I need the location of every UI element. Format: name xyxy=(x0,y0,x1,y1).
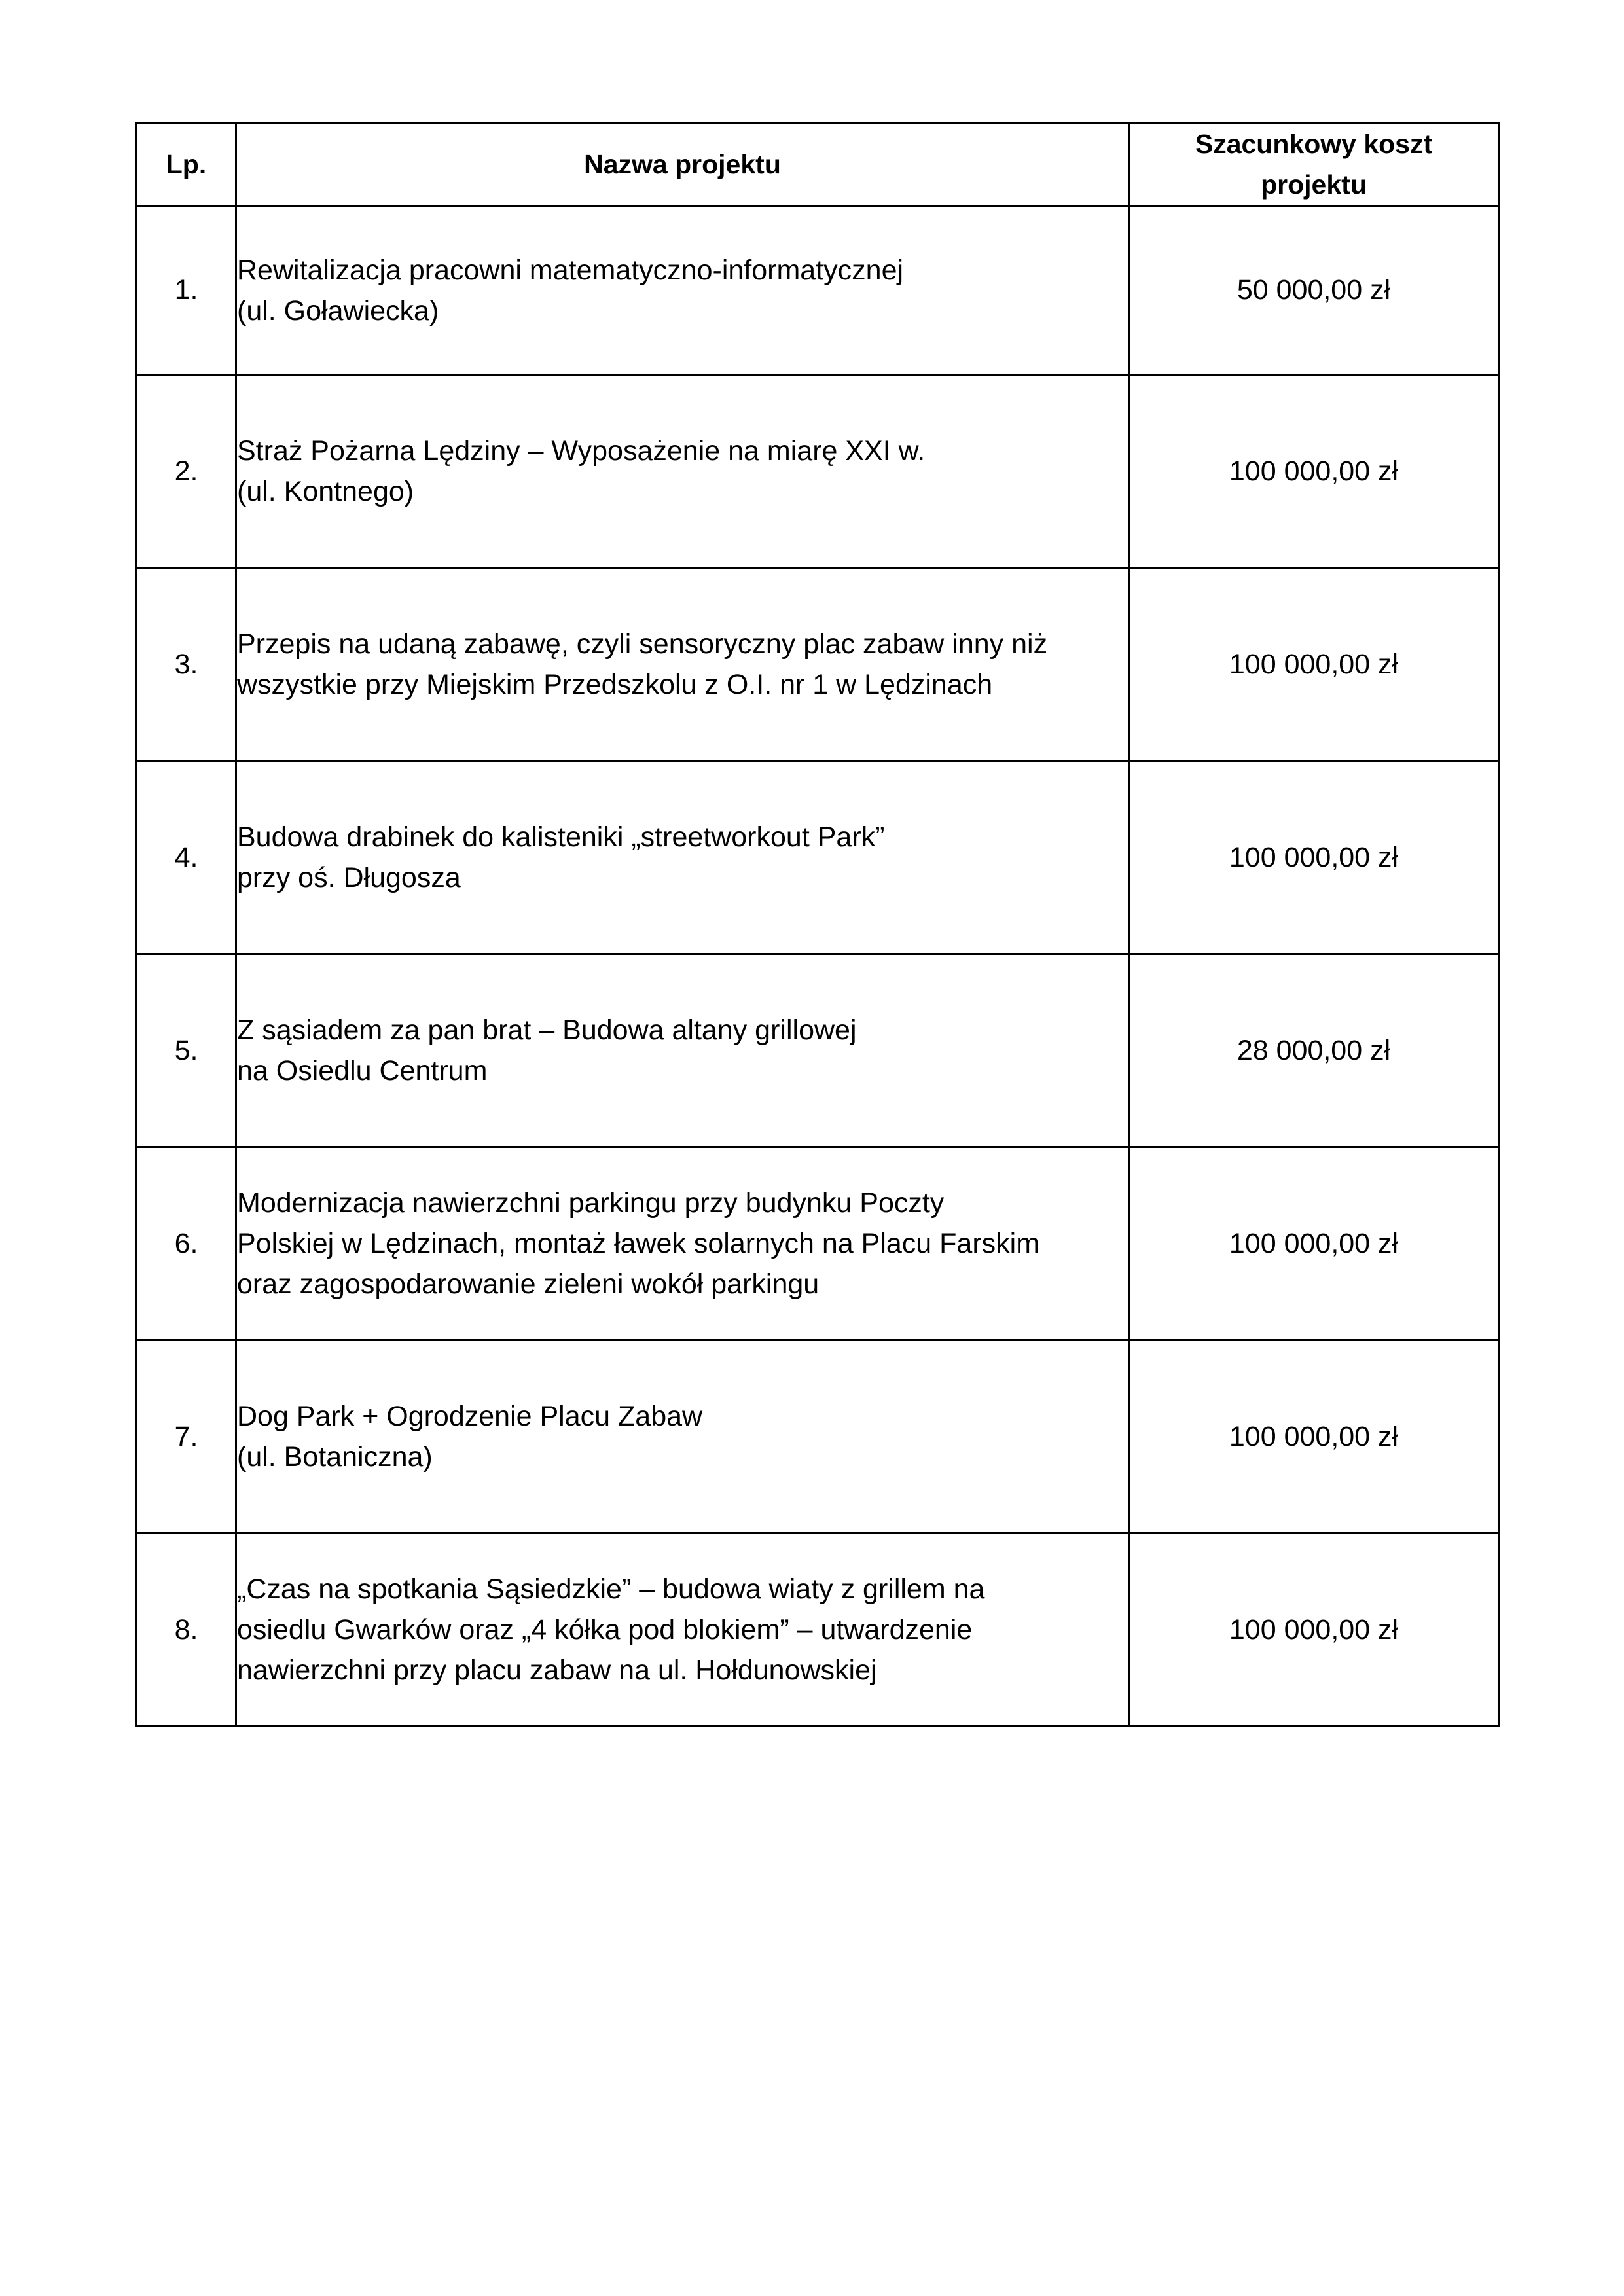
row-cost: 100 000,00 zł xyxy=(1129,1340,1499,1534)
project-name-line: Budowa drabinek do kalisteniki „streetworkout Park” xyxy=(237,821,885,853)
table-row xyxy=(137,568,1499,761)
header-cost xyxy=(1129,123,1499,206)
row-lp: 1. xyxy=(137,206,236,375)
project-name-line: osiedlu Gwarków oraz „4 kółka pod blokiem” – utwardzenie xyxy=(237,1614,973,1645)
header-name: Nazwa projektu xyxy=(236,123,1129,206)
project-name-line: Dog Park + Ogrodzenie Placu Zabaw xyxy=(237,1401,703,1432)
row-project-name xyxy=(236,1147,1129,1340)
header-cost-line: projektu xyxy=(1261,170,1367,200)
project-name-line: nawierzchni przy placu zabaw na ul. Hołdunowskiej xyxy=(237,1655,877,1686)
table-row xyxy=(137,375,1499,568)
row-lp: 3. xyxy=(137,568,236,761)
table-row xyxy=(137,954,1499,1147)
table-row xyxy=(137,1147,1499,1340)
project-name-line: Z sąsiadem za pan brat – Budowa altany grillowej xyxy=(237,1014,857,1046)
row-cost: 100 000,00 zł xyxy=(1129,761,1499,954)
table-row xyxy=(137,1534,1499,1727)
project-name-line: (ul. Goławiecka) xyxy=(237,295,439,327)
table-body xyxy=(137,206,1499,1727)
row-project-name xyxy=(236,1340,1129,1534)
row-project-name xyxy=(236,1534,1129,1727)
row-cost: 28 000,00 zł xyxy=(1129,954,1499,1147)
row-lp: 8. xyxy=(137,1534,236,1727)
table-header-row xyxy=(137,123,1499,206)
row-cost: 50 000,00 zł xyxy=(1129,206,1499,375)
row-project-name xyxy=(236,954,1129,1147)
row-project-name xyxy=(236,761,1129,954)
row-cost: 100 000,00 zł xyxy=(1129,1534,1499,1727)
header-lp: Lp. xyxy=(137,123,236,206)
table-row xyxy=(137,761,1499,954)
project-name-line: przy oś. Długosza xyxy=(237,862,461,893)
table-row xyxy=(137,1340,1499,1534)
project-name-line: Straż Pożarna Lędziny – Wyposażenie na miarę XXI w. xyxy=(237,435,926,467)
row-cost: 100 000,00 zł xyxy=(1129,375,1499,568)
header-cost-line: Szacunkowy koszt xyxy=(1195,129,1433,159)
project-name-line: Polskiej w Lędzinach, montaż ławek solarnych na Placu Farskim xyxy=(237,1228,1040,1259)
project-name-line: (ul. Kontnego) xyxy=(237,476,414,507)
row-lp: 6. xyxy=(137,1147,236,1340)
project-name-line: Przepis na udaną zabawę, czyli sensoryczny plac zabaw inny niż xyxy=(237,628,1048,660)
project-name-line: wszystkie przy Miejskim Przedszkolu z O.I. nr 1 w Lędzinach xyxy=(237,669,993,700)
row-project-name xyxy=(236,375,1129,568)
project-name-line: Modernizacja nawierzchni parkingu przy budynku Poczty xyxy=(237,1187,945,1219)
project-name-line: (ul. Botaniczna) xyxy=(237,1441,433,1473)
project-name-line: „Czas na spotkania Sąsiedzkie” – budowa wiaty z grillem na xyxy=(237,1573,985,1605)
row-lp: 2. xyxy=(137,375,236,568)
project-name-line: Rewitalizacja pracowni matematyczno-informatycznej xyxy=(237,254,904,286)
table-row xyxy=(137,206,1499,375)
row-lp: 7. xyxy=(137,1340,236,1534)
row-lp: 5. xyxy=(137,954,236,1147)
row-project-name xyxy=(236,568,1129,761)
project-name-line: na Osiedlu Centrum xyxy=(237,1055,488,1086)
row-cost: 100 000,00 zł xyxy=(1129,568,1499,761)
row-project-name xyxy=(236,206,1129,375)
project-name-line: oraz zagospodarowanie zieleni wokół parkingu xyxy=(237,1268,820,1300)
row-lp: 4. xyxy=(137,761,236,954)
projects-table xyxy=(135,122,1500,1727)
row-cost: 100 000,00 zł xyxy=(1129,1147,1499,1340)
